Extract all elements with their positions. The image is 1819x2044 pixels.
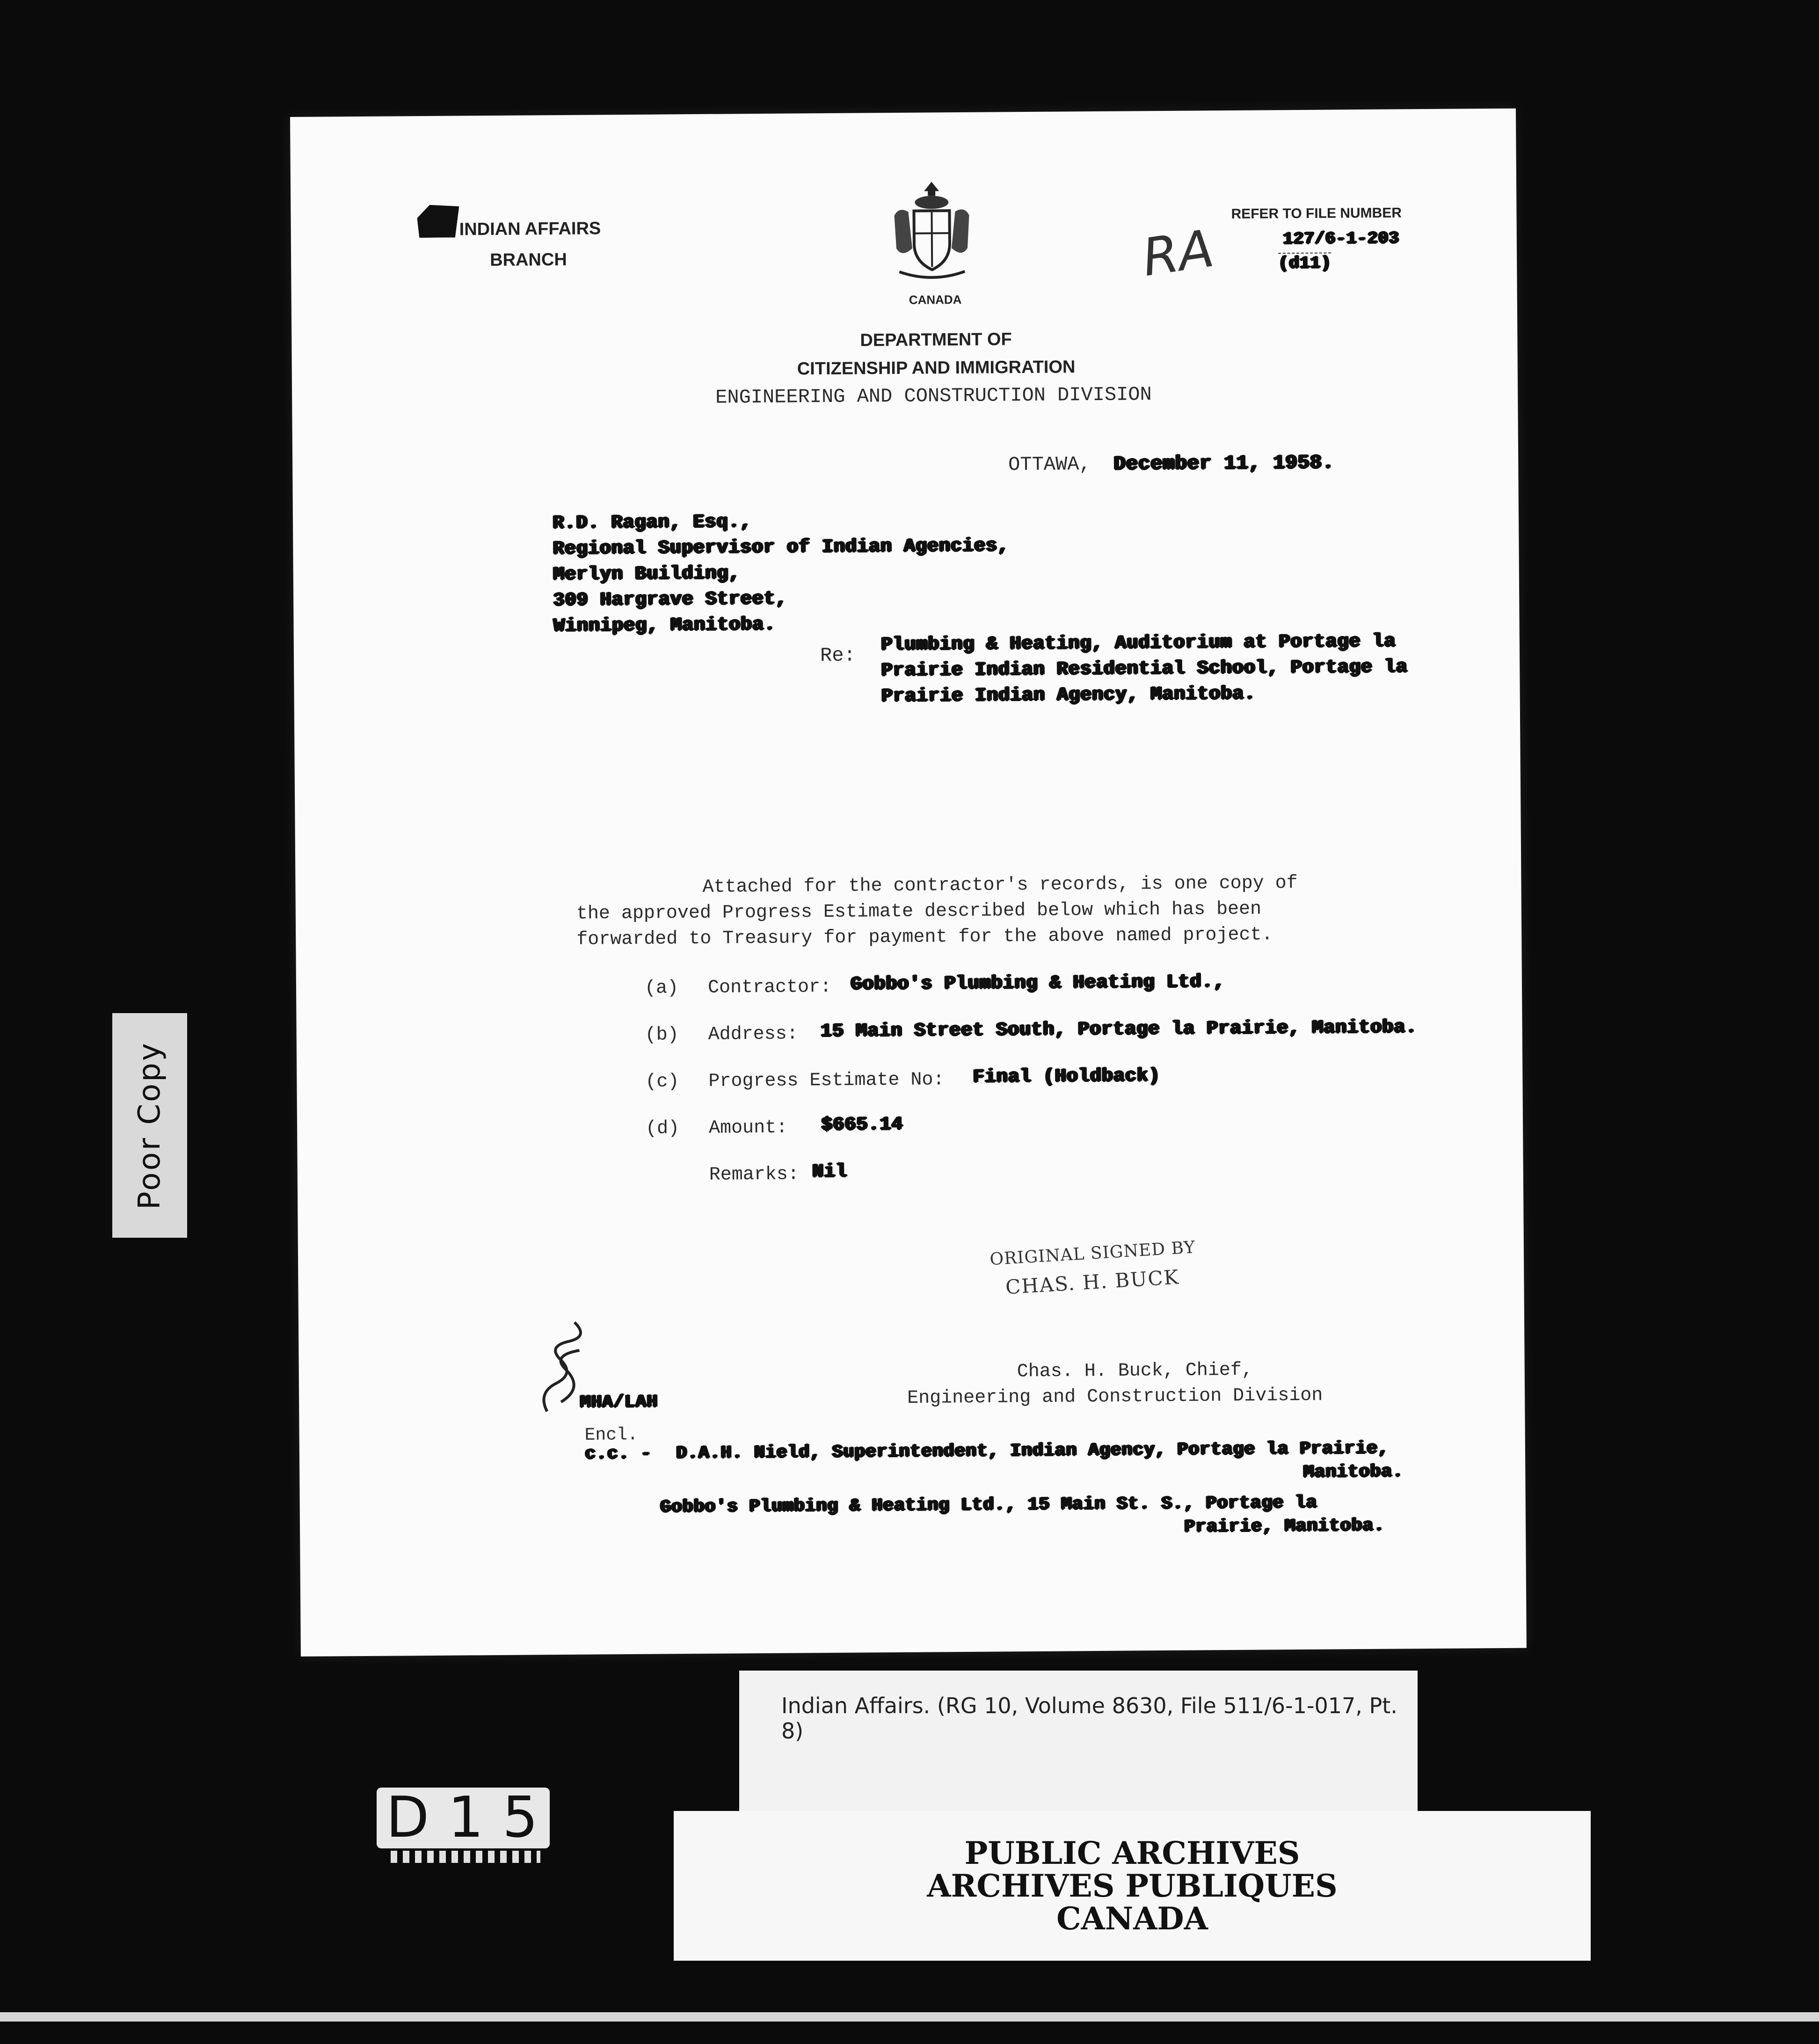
coat-of-arms-icon [885, 178, 979, 286]
frame-number-label [377, 1785, 557, 1850]
archives-line-2: ARCHIVES PUBLIQUES [927, 1868, 1338, 1904]
signed-stamp [989, 1238, 1197, 1299]
subject-label: Re: [820, 644, 856, 667]
body-line: forwarded to Treasury for payment for the above named project. [576, 924, 1273, 950]
division-line: ENGINEERING AND CONSTRUCTION DIVISION [715, 383, 1152, 409]
handwritten-initials: RA [1138, 218, 1218, 288]
addressee-line: R.D. Ragan, Esq., [552, 511, 752, 534]
letter-page [290, 109, 1527, 1657]
item-letter: (c) [645, 1071, 679, 1093]
cc-prefix: c.c. - [584, 1443, 652, 1464]
redaction-mark [417, 204, 459, 238]
date-value: December 11, 1958. [1113, 451, 1335, 475]
branch-line-1: INDIAN AFFAIRS [459, 219, 601, 240]
film-sprockets [391, 1851, 540, 1863]
body-line: the approved Progress Estimate described below which has been [576, 898, 1262, 925]
body-line: Attached for the contractor's records, is one copy of [702, 873, 1298, 898]
addressee-line: Regional Supervisor of Indian Agencies, [553, 535, 1009, 560]
department-line-1: DEPARTMENT OF [860, 329, 1012, 350]
file-sub: (d11) [1278, 253, 1332, 273]
branch-line-2: BRANCH [490, 249, 567, 270]
subject-line: Plumbing & Heating, Auditorium at Portage la [880, 631, 1396, 656]
item-label: Address: [708, 1023, 798, 1045]
item-letter: (d) [645, 1118, 680, 1139]
enclosure-label: Encl. [584, 1424, 638, 1445]
item-value: 15 Main Street South, Portage la Prairie, Manitoba. [820, 1017, 1418, 1043]
signature-line-2: Engineering and Construction Division [907, 1385, 1323, 1409]
subject-line: Prairie Indian Residential School, Portage la [881, 657, 1408, 682]
archives-stamp [674, 1811, 1591, 1961]
poor-copy-label [112, 1013, 187, 1238]
addressee-line: Merlyn Building, [553, 563, 741, 586]
archives-line-3: CANADA [1056, 1900, 1208, 1937]
addressee-line: Winnipeg, Manitoba. [553, 614, 776, 637]
stamp-line-1: ORIGINAL SIGNED BY [989, 1238, 1196, 1270]
item-value: $665.14 [821, 1114, 903, 1136]
citation-text: Indian Affairs. (RG 10, Volume 8630, File 511/6-1-017, Pt. 8) [781, 1693, 1397, 1744]
item-letter: (b) [645, 1024, 679, 1046]
file-ref-label: REFER TO FILE NUMBER [1231, 205, 1402, 222]
poor-copy-text: Poor Copy [132, 1041, 167, 1210]
date-city: OTTAWA, [1008, 453, 1091, 476]
file-number: 127/6-1-203 [1282, 228, 1399, 249]
addressee-line: 309 Hargrave Street, [553, 588, 787, 612]
item-label: Progress Estimate No: [708, 1069, 945, 1092]
item-letter: (a) [644, 978, 679, 999]
archives-line-1: PUBLIC ARCHIVES [964, 1835, 1300, 1871]
item-label: Contractor: [707, 976, 832, 999]
typist-initials: MHA/LAH [580, 1392, 658, 1413]
frame-number: D15 [386, 1785, 557, 1850]
film-edge [0, 2012, 1819, 2022]
item-value: Final (Holdback) [973, 1066, 1160, 1088]
cc-line: Gobbo's Plumbing & Heating Ltd., 15 Main St. S., Portage la [660, 1492, 1317, 1518]
stamp-line-2: CHAS. H. BUCK [1004, 1265, 1180, 1299]
department-line-2: CITIZENSHIP AND IMMIGRATION [797, 357, 1076, 379]
item-label: Amount: [708, 1117, 788, 1139]
cc-line: Prairie, Manitoba. [1184, 1515, 1385, 1537]
cc-line: D.A.H. Nield, Superintendent, Indian Agency, Portage la Prairie, [676, 1438, 1389, 1464]
item-value: Gobbo's Plumbing & Heating Ltd., [850, 971, 1225, 995]
subject-line: Prairie Indian Agency, Manitoba. [881, 683, 1256, 708]
country-label: CANADA [909, 292, 962, 307]
signature-line-1: Chas. H. Buck, Chief, [1017, 1359, 1253, 1383]
item-label: Remarks: [709, 1164, 799, 1186]
cc-line: Manitoba. [1303, 1461, 1404, 1482]
item-value: Nil [812, 1161, 847, 1183]
